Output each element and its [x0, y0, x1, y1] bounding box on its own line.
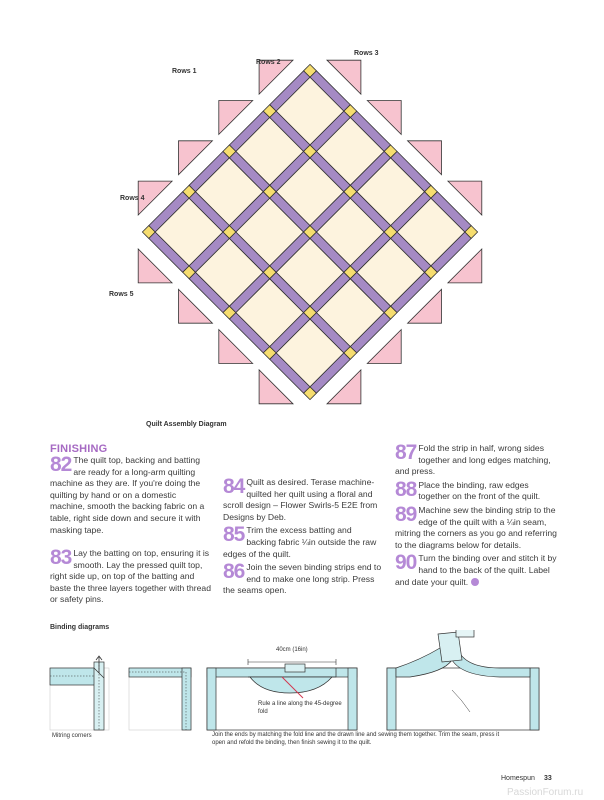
row-label-1: Rows 1	[172, 68, 197, 75]
row-label-4: Rows 4	[120, 195, 145, 202]
step-text: stitch it by hand to the back of the quilt. Label and date your quilt.	[395, 553, 557, 587]
binding-diagrams-title: Binding diagrams	[50, 624, 110, 631]
mitring-diagram-2	[129, 668, 191, 730]
step-86	[223, 562, 383, 597]
step-number: 89	[395, 502, 417, 526]
join-caption: Join the ends by matching the fold line and the drawn line and sewing them together. Trim the seam, press it open and refold the binding, then finish sewing it to the quilt.	[212, 732, 500, 746]
footer-magazine: Homespun	[501, 775, 535, 782]
step-text: machine-quilted her quilt using a floral and scroll design – Flower Swirls-5 E2E from Designs by Deb.	[223, 477, 378, 522]
text-column-1	[50, 455, 213, 536]
turn-over-diagram	[387, 630, 539, 730]
step-lead: Join the seven binding strips	[246, 562, 355, 573]
mitring-diagram-1	[50, 656, 109, 730]
step-lead: The quilt top, backing and	[73, 455, 172, 465]
step-text: ensuring it is smooth. Lay the pressed quilt top, right side up, on top of the batting and baste the three layers together with thread or safety pins.	[50, 548, 211, 605]
step-text: end to end to make one long strip. Press the seams open.	[223, 562, 382, 596]
measure-label: 40cm (16in)	[276, 647, 308, 653]
step-lead: Trim the excess batting and	[246, 525, 352, 536]
text-column-3	[395, 443, 560, 588]
step-lead: Place the binding, raw edges	[418, 479, 529, 490]
watermark: PassionForum.ru	[507, 787, 584, 798]
step-87	[395, 443, 560, 478]
row-label-3: Rows 3	[354, 50, 379, 57]
step-number: 82	[50, 453, 72, 476]
step-84	[223, 477, 383, 523]
diagram-caption: Quilt Assembly Diagram	[146, 421, 227, 428]
row-label-2: Rows 2	[256, 59, 281, 66]
step-text: together on the front of the quilt.	[418, 491, 541, 502]
row-label-5: Rows 5	[109, 291, 134, 298]
step-number: 83	[50, 546, 72, 569]
step-88	[395, 477, 560, 503]
mitring-caption: Mitring corners	[52, 733, 92, 739]
step-number: 86	[223, 560, 245, 584]
footer-page-number: 33	[544, 775, 552, 782]
text-column-2	[223, 467, 383, 597]
step-number: 87	[395, 441, 417, 464]
step-number: 84	[223, 475, 245, 498]
step-lead: Lay the batting on top,	[73, 548, 159, 558]
end-mark-icon	[471, 578, 479, 586]
step-89	[395, 502, 560, 551]
step-number: 90	[395, 551, 417, 575]
step-90	[395, 553, 560, 588]
step-lead: Quilt as desired. Terase	[246, 477, 337, 487]
step-text: backing fabric ¼in outside the raw edges of the quilt.	[223, 536, 377, 559]
section-title-finishing: FINISHING	[50, 443, 108, 455]
rule-line-label: Rule a line along the 45-degree fold	[258, 701, 342, 715]
step-lead: Fold the strip in half, wrong	[418, 443, 522, 453]
step-number: 85	[223, 523, 245, 547]
step-82	[50, 455, 213, 536]
step-83	[50, 548, 213, 606]
join-diagram	[207, 659, 357, 730]
text-column-1b	[50, 548, 213, 606]
step-lead: Turn the binding over and	[418, 553, 516, 564]
step-85	[223, 525, 383, 560]
step-text: batting are ready for a long-arm quilting machine as they are. If you're doing the quilting by hand or on a domestic machine, smooth the backing fabric on a table, right side down and secure it with masking tape.	[50, 455, 205, 535]
step-text: sides together and long edges matching, and press.	[395, 443, 551, 477]
step-lead: Machine sew the binding strip	[418, 504, 532, 515]
step-number: 88	[395, 477, 417, 501]
step-text: to the edge of the quilt with a ¼in seam, mitring the corners as you go and referring to the diagrams below for details.	[395, 504, 557, 550]
